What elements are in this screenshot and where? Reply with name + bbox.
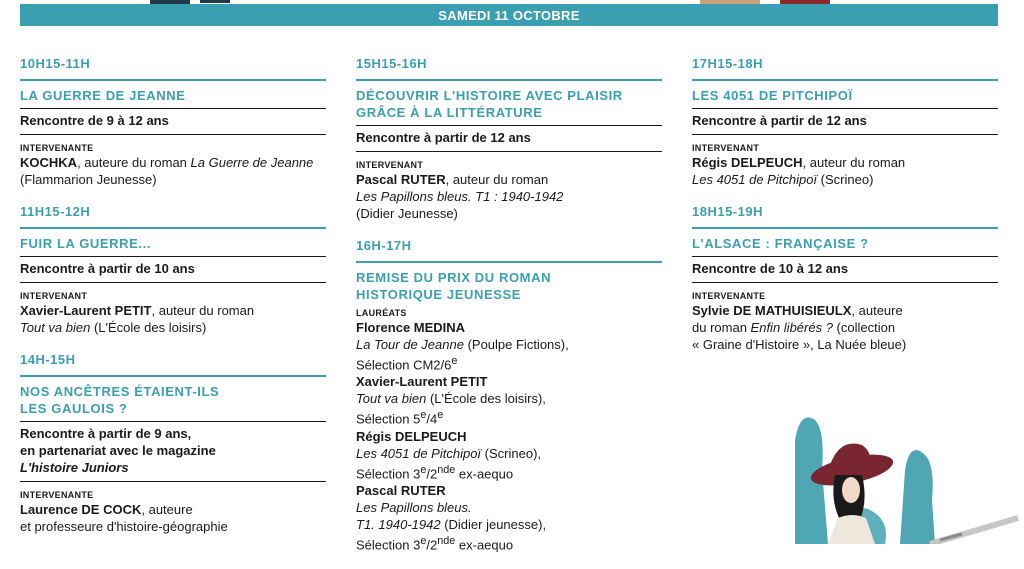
session-audience: Rencontre à partir de 10 ans: [20, 257, 326, 283]
session-4: [356, 56, 662, 222]
date-label: SAMEDI 11 OCTOBRE: [438, 7, 580, 23]
session-title: LES 4051 DE PITCHIPOÏ: [692, 81, 998, 109]
session-time: 17H15-18H: [692, 56, 998, 81]
speaker-role: INTERVENANT: [692, 143, 760, 153]
speaker-info: KOCHKA, auteure du roman La Guerre de Jeanne (Flammarion Jeunesse): [20, 155, 314, 187]
laureate-1: Florence MEDINA La Tour de Jeanne (Poulpe Fictions), Sélection CM2/6e: [356, 320, 569, 373]
laureates-label: LAURÉATS: [356, 308, 407, 318]
speaker-role: INTERVENANT: [356, 160, 424, 170]
session-title: NOS ANCÊTRES ÉTAIENT-ILS LES GAULOIS ?: [20, 377, 326, 422]
session-audience: Rencontre à partir de 12 ans: [692, 109, 998, 135]
session-title: DÉCOUVRIR L'HISTOIRE AVEC PLAISIR GRÂCE À LA LITTÉRATURE: [356, 81, 662, 126]
speaker-info: Régis DELPEUCH, auteur du roman Les 4051 de Pitchipoï (Scrineo): [692, 155, 906, 187]
session-title: L'ALSACE : FRANÇAISE ?: [692, 229, 998, 257]
session-title: REMISE DU PRIX DU ROMAN HISTORIQUE JEUNESSE: [356, 270, 552, 302]
laureate-4: Pascal RUTER Les Papillons bleus. T1. 1940-1942 (Didier jeunesse), Sélection 3e/2nde ex-aequo: [356, 482, 547, 553]
column-2: [356, 56, 662, 569]
session-1: [20, 56, 326, 188]
session-5: [356, 238, 662, 553]
session-time: 10H15-11H: [20, 56, 326, 81]
speaker-info: Sylvie DE MATHUISIEULX, auteure du roman Enfin libérés ? (collection « Graine d'Histoire », La Nuée bleue): [692, 303, 907, 352]
session-time: 15H15-16H: [356, 56, 662, 81]
laureate-2: Xavier-Laurent PETIT Tout va bien (L'École des loisirs), Sélection 5e/4e: [356, 374, 546, 427]
face: [842, 477, 860, 503]
session-time: 18H15-19H: [692, 204, 998, 229]
session-audience: Rencontre de 9 à 12 ans: [20, 109, 326, 135]
speaker-info: Laurence DE COCK, auteure et professeure d'histoire-géographie: [20, 502, 228, 534]
speaker-role: INTERVENANT: [20, 291, 88, 301]
speaker-role: INTERVENANTE: [20, 143, 94, 153]
laureate-3: Régis DELPEUCH Les 4051 de Pitchipoï (Scrineo), Sélection 3e/2nde ex-aequo: [356, 428, 542, 481]
column-3: [692, 56, 998, 369]
session-audience: Rencontre à partir de 9 ans, en partenariat avec le magazine L'histoire Juniors: [20, 422, 326, 482]
speaker-role: INTERVENANTE: [20, 490, 94, 500]
session-title: LA GUERRE DE JEANNE: [20, 81, 326, 109]
session-time: 11H15-12H: [20, 204, 326, 229]
session-6: [692, 56, 998, 188]
illustration-woman-with-hat: [700, 400, 1024, 544]
speaker-info: Pascal RUTER, auteur du roman Les Papillons bleus. T1 : 1940-1942 (Didier Jeunesse): [356, 172, 564, 221]
cactus-shape: [900, 450, 935, 544]
speaker-info: Xavier-Laurent PETIT, auteur du roman Tout va bien (L'École des loisirs): [20, 303, 255, 335]
column-1: [20, 56, 326, 551]
hat-crown: [830, 444, 870, 465]
session-time: 14H-15H: [20, 352, 326, 377]
session-audience: Rencontre de 10 à 12 ans: [692, 257, 998, 283]
session-2: [20, 204, 326, 336]
session-3: [20, 352, 326, 535]
session-7: [692, 204, 998, 353]
session-audience: Rencontre à partir de 12 ans: [356, 126, 662, 152]
speaker-role: INTERVENANTE: [692, 291, 766, 301]
session-time: 16H-17H: [356, 238, 662, 263]
date-banner: [20, 4, 998, 26]
session-title: FUIR LA GUERRE...: [20, 229, 326, 257]
